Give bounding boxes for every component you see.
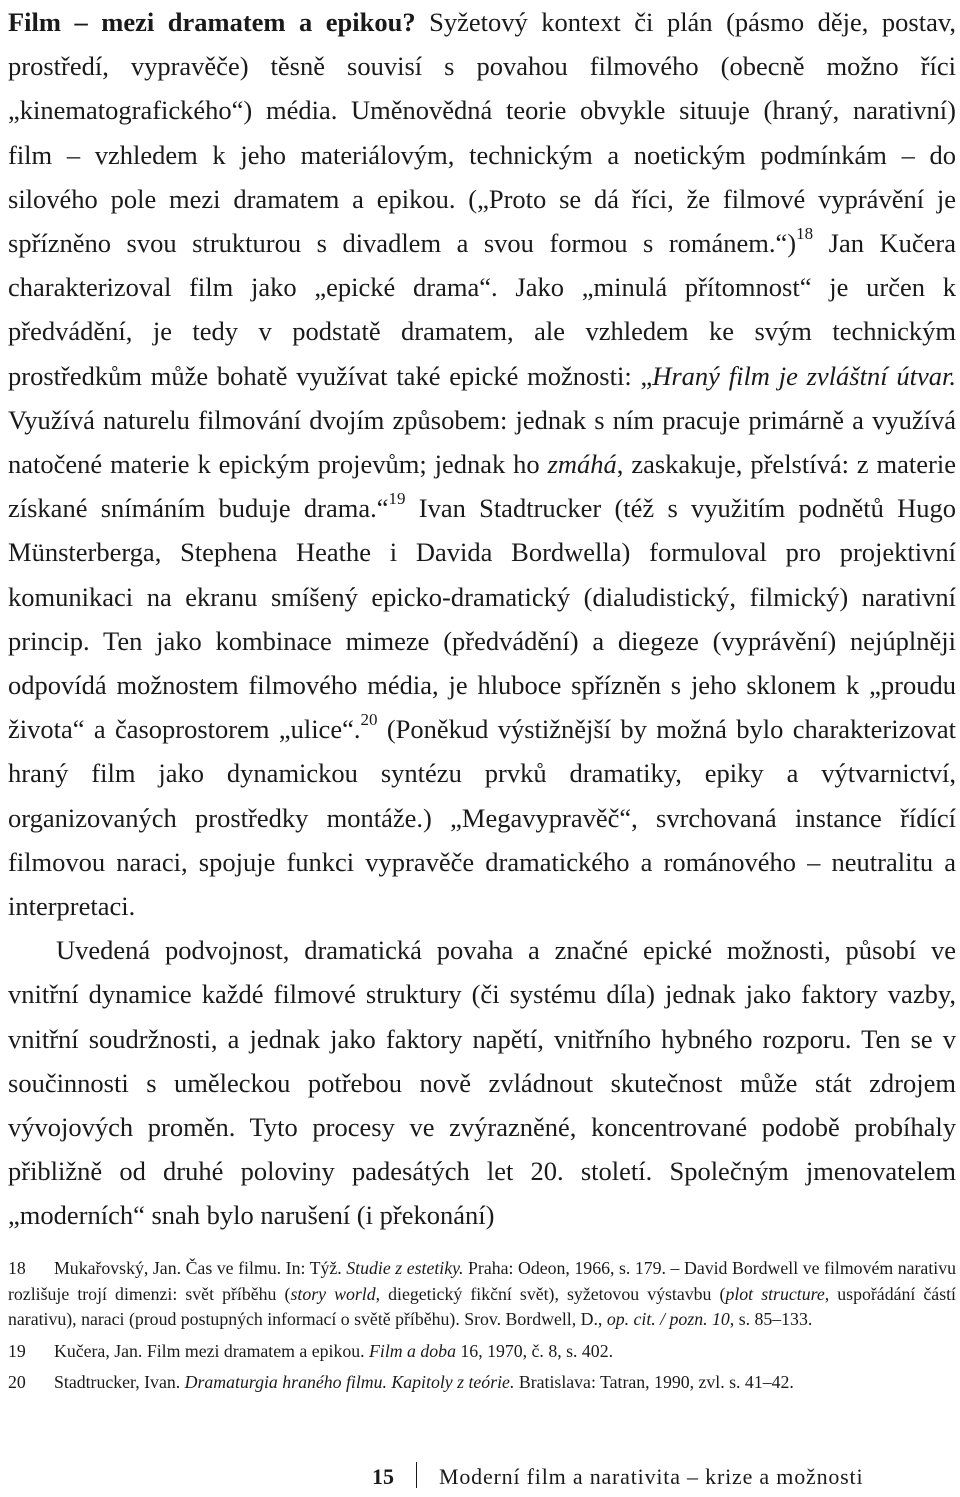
italic-term: plot structure (725, 1283, 825, 1304)
text-run: , zaskakuje, přelstívá: z materie získané snímáním buduje drama.“ (8, 449, 957, 524)
footnote-number: 18 (8, 1258, 26, 1278)
text-run: Ivan Stadtrucker (též s využitím podnětů Hugo Münsterberga, Stephena Heathe i Davida Bordwella) formuloval pro projektivní komunikaci na ekranu smíšený epicko-dramatický (dialudistický, filmický) narativní princip. Ten jako kombinace mimeze (předvádění) a diegeze (vyprávění) nejúplněji odpovídá možnostem filmového média, je hluboce spřízněn s jeho sklonem k „proudu života“ a časoprostorem „ulice“. (8, 493, 957, 745)
text-run: Bratislava: Tatran, 1990, zvl. s. 41–42. (514, 1372, 794, 1392)
running-title: Moderní film a narativita – krize a možnosti (439, 1464, 864, 1489)
footnote-ref-19[interactable]: 19 (388, 489, 406, 509)
footnote-ref-18[interactable]: 18 (796, 224, 814, 244)
section-heading: Film – mezi dramatem a epikou? (8, 7, 416, 37)
italic-title: Studie z estetiky. (346, 1258, 464, 1278)
italic-quote: Hraný film je zvláštní útvar. (652, 360, 956, 391)
italic-title: Dramaturgia hraného filmu. Kapitoly z teórie. (184, 1372, 515, 1392)
text-run: , uspořádání částí narativu), naraci (proud postupných informací o světě příběhu). Srov. Bordwell, D., (8, 1283, 956, 1329)
text-run: Stadtrucker, Ivan. (54, 1372, 185, 1392)
italic-title: Film a doba (369, 1340, 456, 1361)
italic-citation: op. cit. / pozn. 10 (606, 1309, 730, 1329)
footnote-19 (8, 1339, 956, 1365)
italic-word: zmáhá (547, 449, 617, 480)
paragraph-1 (8, 0, 956, 928)
text-run: Kučera, Jan. Film mezi dramatem a epikou. (54, 1340, 370, 1361)
text-run: , diegetický fikční svět), syžetovou výstavbu ( (375, 1283, 726, 1304)
footnote-18 (8, 1256, 956, 1333)
text-run: Využívá naturelu filmování dvojím způsobem: jednak s ním pracuje primárně a využívá natočené materie k epickým projevům; jednak ho (8, 404, 956, 480)
main-text (8, 0, 956, 1238)
text-run: Praha: Odeon, 1966, s. 179. – David Bordwell ve filmovém narativu rozlišuje trojí dimenzi: svět příběhu ( (8, 1258, 956, 1304)
italic-term: story world (290, 1283, 376, 1304)
page-number: 15 (372, 1464, 394, 1489)
text-run: Jan Kučera charakterizoval film jako „epické drama“. Jako „minulá přítomnost“ je určen k předvádění, je tedy v podstatě dramatem, ale vzhledem ke svým technickým prostředkům může bohatě využívat také epické možnosti: „ (8, 228, 956, 391)
footnotes (8, 1256, 956, 1402)
text-run: (Poněkud výstižnější by možná bylo charakterizovat hraný film jako dynamickou syntézu prvků dramatiky, epiky a výtvarnictví, organizovaných prostředky montáže.) „Megavypravěč“, svrchovaná instance řídící filmovou naraci, spojuje funkci vypravěče dramatického a románového – neutralitu a interpretaci. (8, 714, 956, 922)
footnote-number: 19 (8, 1340, 26, 1361)
paragraph-2: Uvedená podvojnost, dramatická povaha a značné epické možnosti, působí ve vnitřní dynamice každé filmové struktury (či systému díla) jednak jako faktory vazby, vnitřní soudržnosti, a jednak jako faktory napětí, vnitřního hybného rozporu. Ten se v součinnosti s uměleckou potřebou nově zvládnout skutečnost může stát zdrojem vývojových proměn. Tyto procesy ve zvýrazněné, koncentrované podobě probíhaly přibližně od druhé poloviny padesátých let 20. století. Společným jmenovatelem „moderních“ snah bylo narušení (i překonání) (8, 935, 956, 1231)
text-run: , s. 85–133. (729, 1309, 813, 1329)
text-run: Syžetový kontext či plán (pásmo děje, postav, prostředí, vypravěče) těsně souvisí s povahou filmového (obecně možno říci „kinematografického“) média. Uměnovědná teorie obvykle situuje (hraný, narativní) film – vzhledem k jeho materiálovým, technickým a noetickým podmínkám – do silového pole mezi dramatem a epikou. („Proto se dá říci, že filmové vyprávění je spřízněno svou strukturou s divadlem a svou formou s románem.“) (8, 7, 956, 259)
text-run: Mukařovský, Jan. Čas ve filmu. In: Týž. (54, 1258, 347, 1278)
footnote-ref-20[interactable]: 20 (360, 710, 378, 730)
page-footer (372, 1462, 863, 1492)
text-run: 16, 1970, č. 8, s. 402. (455, 1340, 614, 1361)
footnote-20 (8, 1370, 956, 1396)
footnote-number: 20 (8, 1372, 26, 1392)
footer-divider (416, 1462, 417, 1488)
